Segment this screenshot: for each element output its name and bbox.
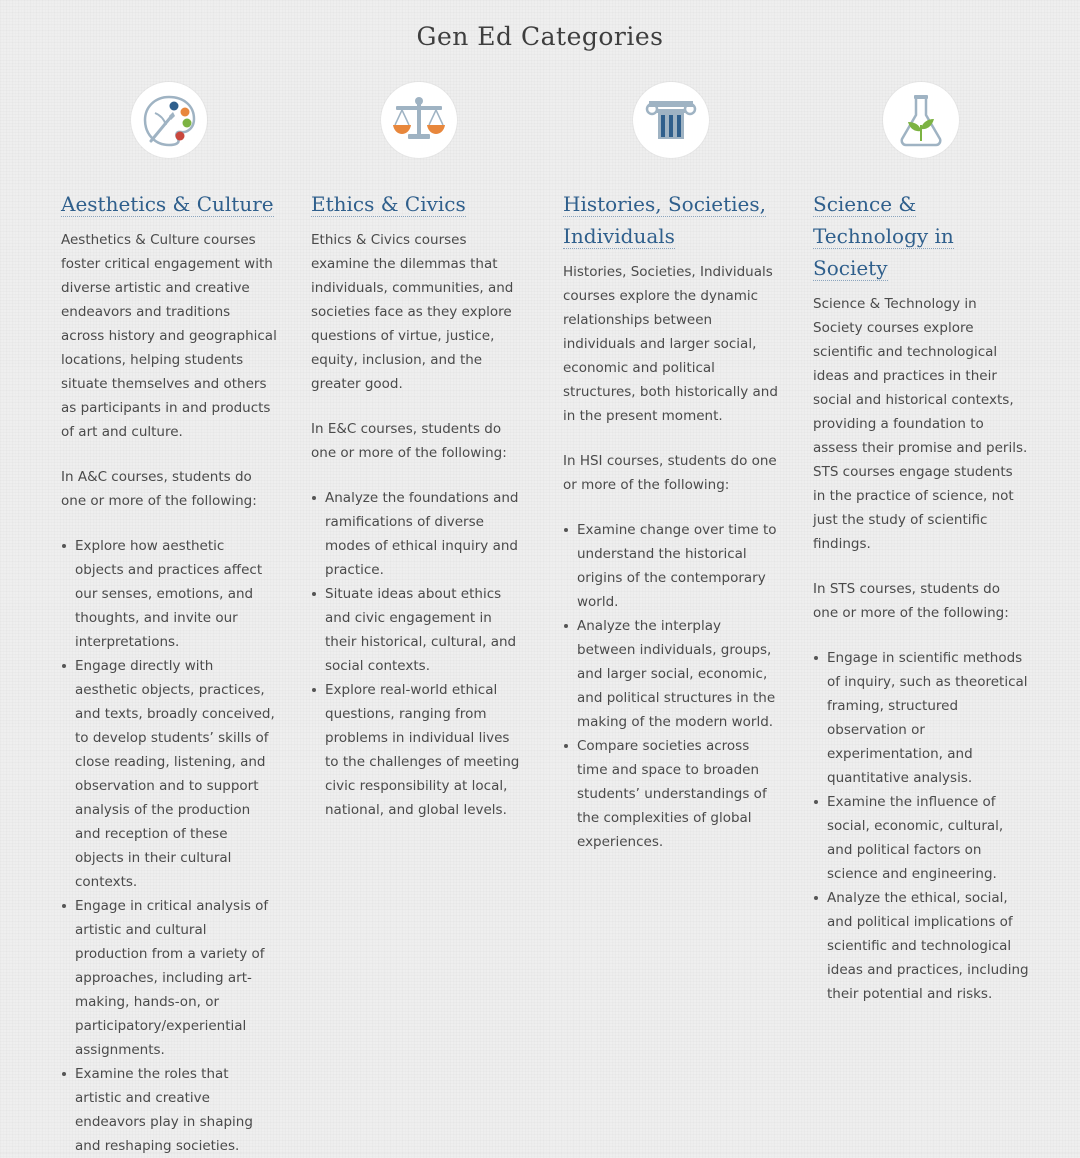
list-item: Examine change over time to understand the historical origins of the contemporary world. [577, 518, 779, 614]
list-item: Examine the influence of social, economic, cultural, and political factors on science and engineering. [827, 790, 1029, 886]
scales-of-justice-icon [381, 82, 457, 158]
category-description: Aesthetics & Culture courses foster critical engagement with diverse artistic and creative endeavors and traditions across history and geographical locations, helping students situate themselves and others as participants in and products of art and culture. [61, 232, 277, 440]
list-item: Analyze the ethical, social, and political implications of scientific and technological ideas and practices, including their potential and risks. [827, 886, 1029, 1006]
category-ethics-civics [311, 82, 527, 822]
list-item: Compare societies across time and space to broaden students’ understandings of the complexities of global experiences. [577, 734, 779, 854]
category-list [563, 518, 779, 854]
list-item: Engage in critical analysis of artistic and cultural production from a variety of approaches, including art-making, hands-on, or participatory/experiential assignments. [75, 894, 277, 1062]
category-description: Histories, Societies, Individuals courses explore the dynamic relationships between individuals and larger social, economic and political structures, both historically and in the present moment. [563, 264, 778, 424]
list-item: Situate ideas about ethics and civic engagement in their historical, cultural, and social contexts. [325, 582, 527, 678]
list-item: Analyze the interplay between individuals, groups, and larger social, economic, and political structures in the making of the modern world. [577, 614, 779, 734]
category-aesthetics-culture [61, 82, 277, 1158]
category-list [311, 486, 527, 822]
category-description: Science & Technology in Society courses explore scientific and technological ideas and practices in their social and historical contexts, providing a foundation to assess their promise and perils. STS courses engage students in the practice of science, not just the study of scientific findings. [813, 296, 1028, 552]
list-item: Examine the roles that artistic and creative endeavors play in shaping and reshaping societies. [75, 1062, 277, 1158]
list-item: Engage directly with aesthetic objects, practices, and texts, broadly conceived, to develop students’ skills of close reading, listening, and observation and to support analysis of the production and reception of these objects in their cultural contexts. [75, 654, 277, 894]
page-title: Gen Ed Categories [416, 22, 664, 51]
list-item: Explore real-world ethical questions, ranging from problems in individual lives to the challenges of meeting civic responsibility at local, national, and global levels. [325, 678, 527, 822]
category-intro: In E&C courses, students do one or more of the following: [311, 421, 507, 461]
list-item: Engage in scientific methods of inquiry, such as theoretical framing, structured observation or experimentation, and quantitative analysis. [827, 646, 1029, 790]
category-heading[interactable]: Science & Technology in Society [813, 192, 954, 280]
flask-with-plant-icon [883, 82, 959, 158]
category-histories-societies-individuals [563, 82, 779, 854]
list-item: Analyze the foundations and ramifications of diverse modes of ethical inquiry and practice. [325, 486, 527, 582]
category-heading[interactable]: Histories, Societies, Individuals [563, 192, 767, 248]
category-heading[interactable]: Aesthetics & Culture [61, 192, 274, 216]
column-icon [633, 82, 709, 158]
category-list [813, 646, 1029, 1006]
category-science-technology-society [813, 82, 1029, 1006]
category-description: Ethics & Civics courses examine the dilemmas that individuals, communities, and societies face as they explore questions of virtue, justice, equity, inclusion, and the greater good. [311, 232, 514, 392]
category-heading[interactable]: Ethics & Civics [311, 192, 466, 216]
category-list [61, 534, 277, 1158]
category-intro: In A&C courses, students do one or more of the following: [61, 469, 257, 509]
list-item: Explore how aesthetic objects and practices affect our senses, emotions, and thoughts, and invite our interpretations. [75, 534, 277, 654]
category-intro: In STS courses, students do one or more of the following: [813, 581, 1009, 621]
category-intro: In HSI courses, students do one or more of the following: [563, 453, 777, 493]
palette-icon [131, 82, 207, 158]
